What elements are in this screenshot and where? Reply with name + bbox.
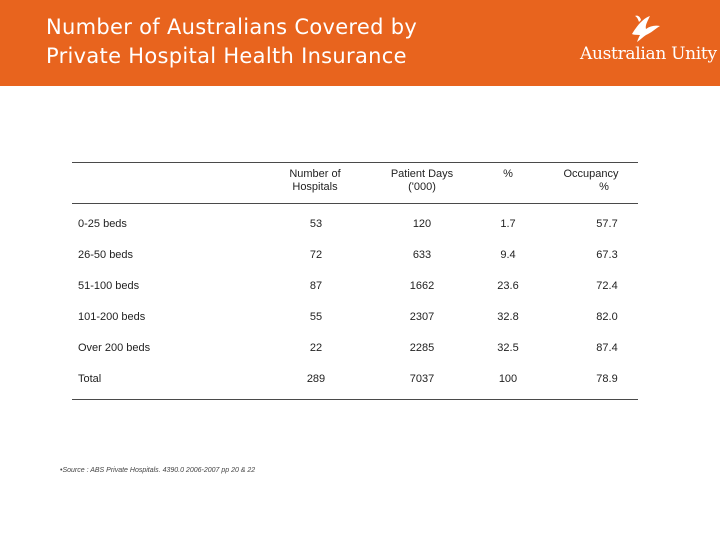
cell-hospitals: 55 [309, 311, 323, 323]
header-bar [0, 0, 720, 86]
logo-wordmark: Australian Unity [580, 44, 717, 64]
cell-hospitals: 53 [309, 218, 323, 230]
col-header-occupancy [556, 168, 626, 194]
cell-patient-days: 2307 [409, 311, 435, 323]
cell-hospitals: 22 [309, 342, 323, 354]
row-label: 26-50 beds [78, 249, 134, 261]
cell-patient-days: 1662 [409, 280, 435, 292]
cell-hospitals: 72 [309, 249, 323, 261]
row-label: 101-200 beds [78, 311, 146, 323]
title-line-2: Private Hospital Health Insurance [46, 44, 407, 68]
cell-percent: 1.7 [500, 218, 516, 230]
table-top-rule [72, 162, 638, 163]
cell-occupancy: 57.7 [596, 218, 618, 230]
title-line-1: Number of Australians Covered by [46, 15, 418, 39]
cell-patient-days: 2285 [409, 342, 435, 354]
table-row [72, 342, 638, 362]
col-header-line: Hospitals [292, 181, 338, 193]
cell-percent: 32.8 [497, 311, 519, 323]
cell-occupancy: 78.9 [596, 373, 618, 385]
table-row-total [72, 373, 638, 393]
row-label: Total [78, 373, 102, 385]
table-row [72, 218, 638, 238]
cell-patient-days: 7037 [409, 373, 435, 385]
col-header-percent [486, 168, 530, 181]
col-header-line: Number of [289, 168, 341, 180]
cell-patient-days: 120 [412, 218, 432, 230]
cell-occupancy: 67.3 [596, 249, 618, 261]
row-label: 51-100 beds [78, 280, 140, 292]
cell-hospitals: 289 [306, 373, 326, 385]
col-header-line: ('000) [408, 181, 436, 193]
cell-percent: 100 [498, 373, 518, 385]
row-label: Over 200 beds [78, 342, 151, 354]
table-bottom-rule [72, 399, 638, 400]
australian-unity-logo [580, 14, 717, 70]
table-row [72, 249, 638, 269]
col-header-patient-days [377, 168, 467, 194]
source-footnote: •Source : ABS Private Hospitals. 4390.0 2006-2007 pp 20 & 22 [60, 467, 256, 474]
cell-patient-days: 633 [412, 249, 432, 261]
col-header-line: Occupancy [563, 168, 619, 180]
slide-title [46, 13, 417, 71]
col-header-line: % [503, 168, 513, 180]
cell-percent: 32.5 [497, 342, 519, 354]
cell-occupancy: 72.4 [596, 280, 618, 292]
cell-occupancy: 87.4 [596, 342, 618, 354]
cell-hospitals: 87 [309, 280, 323, 292]
cell-occupancy: 82.0 [596, 311, 618, 323]
col-header-line: % [599, 181, 609, 193]
table-row [72, 280, 638, 300]
cell-percent: 9.4 [500, 249, 516, 261]
cell-percent: 23.6 [497, 280, 519, 292]
col-header-hospitals [272, 168, 358, 194]
row-label: 0-25 beds [78, 218, 127, 230]
bird-icon [628, 14, 662, 44]
table-header-rule [72, 203, 638, 204]
table-row [72, 311, 638, 331]
col-header-line: Patient Days [390, 168, 454, 180]
